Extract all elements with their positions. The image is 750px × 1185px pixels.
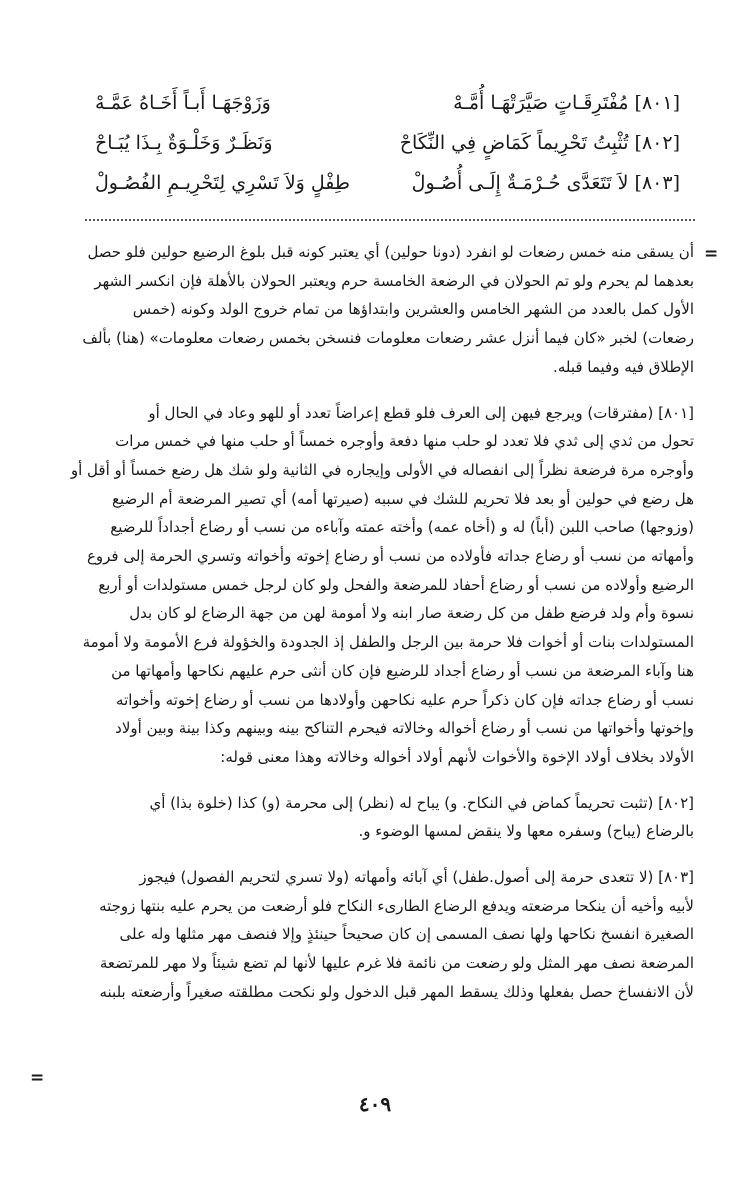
paragraph bbox=[62, 789, 694, 846]
text-line: [٨٠١] (مفترقات) ويرجع فيهن إلى العرف فلو قطع إعراضاً تعدد أو للهو وعاد في الحال أو bbox=[148, 403, 694, 422]
text-line: [٨٠٢] (تثبت تحريماً كماض في النكاح. و) يباح له (نظر) إلى محرمة (و) كذا (خلوة بذا) أي bbox=[149, 793, 694, 812]
verse-first-hemistich: [٨٠٣] لاَ تَتَعَدَّى حُـرْمَـةٌ إِلَـى أُصُـولْ bbox=[411, 172, 680, 194]
text-line: الرضيع وأولاده من نسب أو رضاع أحفاد للمرضعة والفحل ولو كان لرجل خمس مستولدات أو أربع bbox=[98, 575, 694, 594]
text-line: وإخوتها وأخواتها من نسب أو رضاع أخواله وخالاته فيحرم التناكح بينه وبينهم وكذا بينة وبين أولاد bbox=[115, 719, 694, 738]
text-line: الإطلاق فيه وفيما قبله. bbox=[553, 357, 694, 376]
verse-block bbox=[95, 92, 680, 212]
page-number: ٤٠٩ bbox=[358, 1092, 392, 1116]
verse-second-hemistich: وَنَظَـرٌ وَخَلْـوَةٌ بِـذَا يُبَـاحْ bbox=[95, 132, 273, 154]
verse-line bbox=[95, 172, 680, 212]
text-line: نسوة وأم ولد فرضع طفل من كل رضعة صار ابنه ولا أمومة لهن من جهة الرضاع لو كان بدل bbox=[129, 604, 694, 623]
verse-first-hemistich: [٨٠٢] تُثْبِتُ تَحْرِيماً كَمَاضٍ فِي النِّكَاحْ bbox=[399, 132, 680, 154]
text-line: تحول من ثدي إلى ثدي فلا تعدد لو حلب منها دفعة وأوجره خمساً أو حلب منها في خمس مرات bbox=[115, 432, 694, 451]
paragraph bbox=[62, 863, 694, 1007]
paragraph bbox=[62, 399, 694, 772]
text-line: بعدهما لم يحرم ولو تم الحولان في الرضعة الخامسة حرم ويعتبر الحولان بالأهلة فإن انكسر الشهر bbox=[94, 271, 694, 290]
continuation-mark-top: = bbox=[704, 244, 719, 264]
text-line: (وزوجها) صاحب اللبن (أباً) له و (أخاه عمه) وأخته عمته وآباءه من نسب أو رضاع أجداداً للرضيع bbox=[110, 518, 694, 537]
verse-second-hemistich: وَزَوْجَهَـا أَبـاً أَخَـاهُ عَمَّـهْ bbox=[95, 92, 271, 114]
text-line: هنا وآباء المرضعة من نسب أو رضاع أجداد للرضيع فإن كان أنثى حرم عليهم نكاحها وأمهاتها من bbox=[111, 661, 694, 680]
text-line: بالرضاع (يباح) وسفره معها ولا ينقض لمسها الوضوء و. bbox=[358, 822, 694, 841]
text-line: هل رضع في حولين أو بعد فلا تحريم للشك في سببه (صيرتها أمه) أي تصير المرضعة أم الرضيع bbox=[112, 489, 694, 508]
text-line: المستولدات بنات أو أخوات فلا حرمة بين الرجل والطفل إذ الجدودة والخؤولة فرع الأمومة ولا أمومة bbox=[82, 633, 694, 652]
text-line: لأن الانفساخ حصل بفعلها وذلك يسقط المهر قبل الدخول ولو نكحت مطلقته صغيراً وأرضعته بلبنه bbox=[99, 982, 694, 1001]
verse-first-hemistich: [٨٠١] مُفْتَرِقَـاتٍ صَيَّرَتْهَـا أُمَّـهْ bbox=[453, 92, 680, 114]
text-line: المرضعة نصف مهر المثل ولو رضعت من نائمة فلا غرم عليها لأنها لم تضع شيئاً ولا مهر للمرتضعة bbox=[99, 954, 694, 973]
text-line: أن يسقى منه خمس رضعات لو انفرد (دونا حولين) أي يعتبر كونه قبل بلوغ الرضيع حولين فلو حصل bbox=[87, 243, 694, 261]
verse-line bbox=[95, 132, 680, 172]
continuation-mark-bottom: = bbox=[30, 1068, 45, 1088]
text-line: رضعات) لخبر «كان فيما أنزل عشر رضعات معلومات فنسخن بخمس رضعات معلومات» (هنا) بألف bbox=[82, 329, 694, 348]
commentary-text bbox=[62, 238, 694, 1024]
text-line: الأول كمل بالعدد من الشهر الخامس والعشرين وابتداؤها من تمام خروج الولد وكونه (خمس bbox=[132, 300, 694, 319]
text-line: لأبيه وأخيه أن ينكحا مرضعته ويدفع الرضاع الطارىء النكاح فلو أرضعت من يحرم عليه بنتها زوجته bbox=[99, 896, 694, 915]
text-line: الأولاد بخلاف أولاد الإخوة والأخوات لأنهم أولاد أخواله وخالاته وهذا معنى قوله: bbox=[220, 747, 694, 766]
verse-line bbox=[95, 92, 680, 132]
verse-second-hemistich: طِفْلٍ وَلاَ تَسْرِي لِتَحْرِيـمِ الفُصُـولْ bbox=[95, 172, 350, 194]
text-line: الصغيرة انفسخ نكاحها ولها نصف المسمى إن كان صحيحاً حينئذٍ وإلا فنصف مهر مثلها وله على bbox=[119, 925, 694, 944]
text-line: وأوجره مرة فرضعة نظراً إلى انفصاله في الأولى وإيجاره في الثانية ولو شك هل رضع خمساً أو أقل أو bbox=[70, 460, 694, 479]
text-line: وأمهاته من نسب أو رضاع جداته فأولاده من نسب أو رضاع إخوته وأخواته وتسري الحرمة إلى فروع bbox=[86, 547, 694, 566]
dotted-separator bbox=[85, 219, 695, 221]
text-line: نسب أو رضاع جداته فإن كان ذكراً حرم عليه نكاحهن وأولادها من نسب أو رضاع إخوته وأخواته bbox=[116, 690, 694, 709]
text-line: [٨٠٣] (لا تتعدى حرمة إلى أصول.طفل) أي آبائه وأمهاته (ولا تسري لتحريم الفصول) فيجوز bbox=[139, 868, 694, 887]
paragraph bbox=[62, 238, 694, 382]
